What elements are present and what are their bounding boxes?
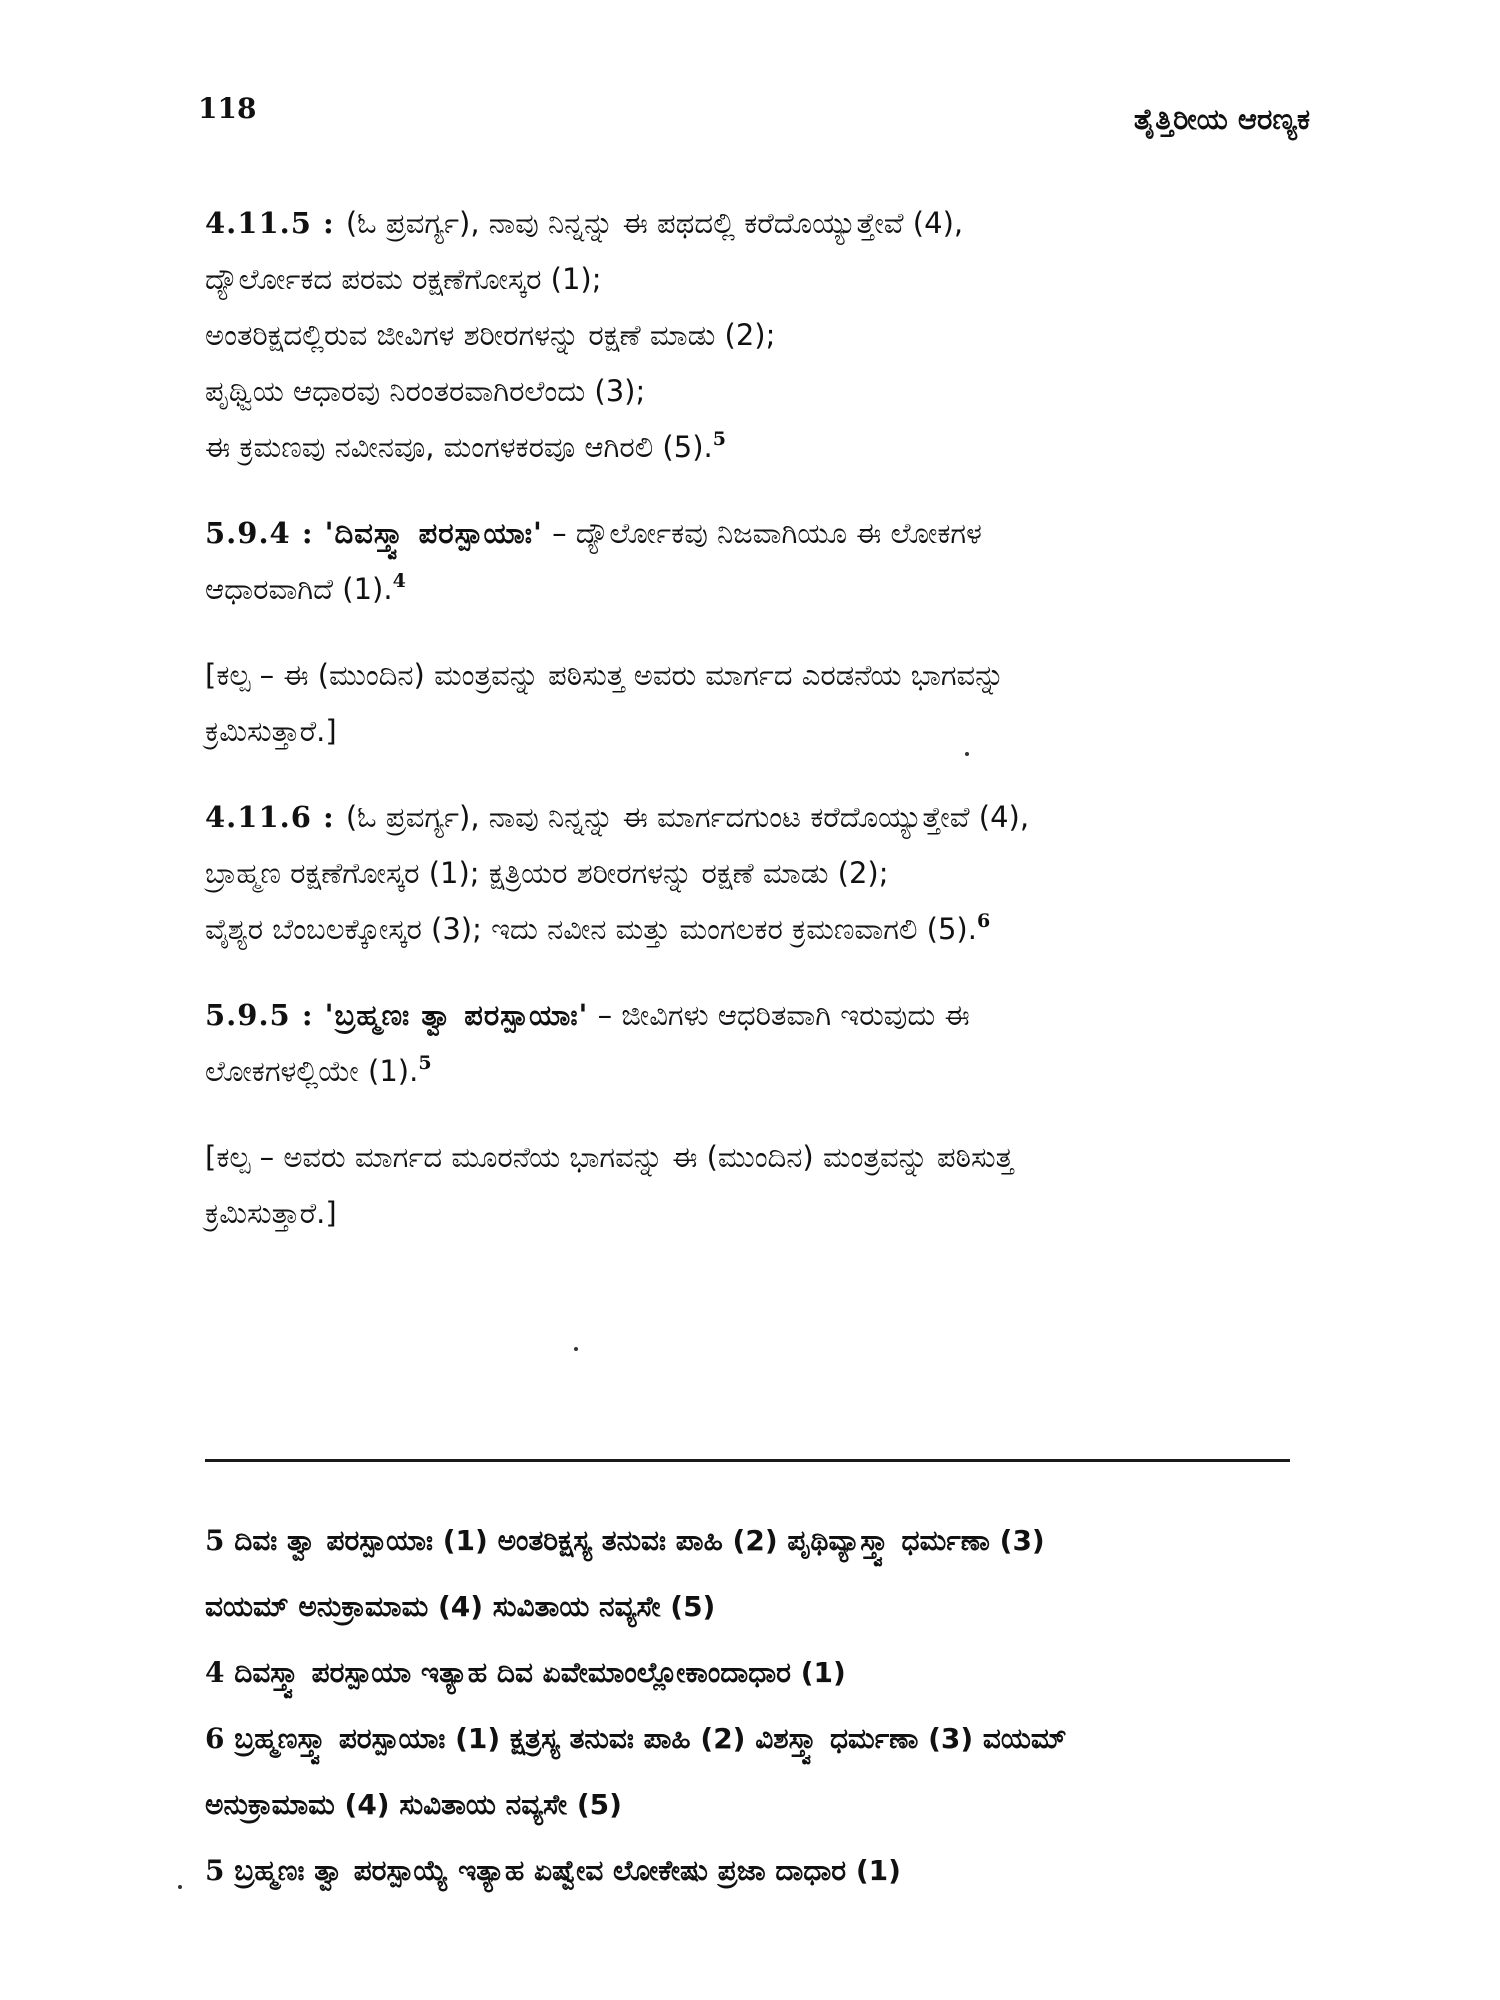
footnote-line: ಅನುಕ್ರಾಮಾಮ (4) ಸುವಿತಾಯ ನವ್ಯಸೇ (5): [205, 1788, 622, 1821]
footnote-text: ಬ್ರಹ್ಮಣಃ ತ್ವಾ ಪರಸ್ಪಾಯ್ಯೆ ಇತ್ಯಾಹ ಏಷ್ವೇವ ಲೋಕೇಷು ಪ್ರಜಾ ದಾಧಾರ (1): [234, 1854, 901, 1887]
line-text: (ಓ ಪ್ರವರ್ಗ್ಯ), ನಾವು ನಿನ್ನನ್ನು ಈ ಮಾರ್ಗದಗುಂಟ ಕರೆದೊಯ್ಯುತ್ತೇವೆ (4),: [345, 800, 1030, 834]
verse-label: 4.11.6 :: [205, 800, 346, 834]
footnote-line: [205, 1508, 1295, 1574]
footnote-number: 5: [205, 1524, 225, 1557]
footnote-line: [205, 1838, 1295, 1904]
footnote-ref: 5: [418, 1052, 432, 1074]
text-line: [205, 195, 1285, 251]
line-text: – ದ್ಯೌರ್ಲೋಕವು ನಿಜವಾಗಿಯೂ ಈ ಲೋಕಗಳ: [542, 516, 982, 550]
line-text: ವೈಶ್ಯರ ಬೆಂಬಲಕ್ಕೋಸ್ಕರ (3); ಇದು ನವೀನ ಮತ್ತು ಮಂಗಲಕರ ಕ್ರಮಣವಾಗಲಿ (5).: [205, 912, 977, 946]
text-line: [205, 505, 1285, 561]
footnote-line: ವಯಮ್ ಅನುಕ್ರಾಮಾಮ (4) ಸುವಿತಾಯ ನವ್ಯಸೇ (5): [205, 1590, 716, 1623]
text-line: [ಕಲ್ಪ – ಅವರು ಮಾರ್ಗದ ಮೂರನೆಯ ಭಾಗವನ್ನು ಈ (ಮುಂದಿನ) ಮಂತ್ರವನ್ನು ಪಠಿಸುತ್ತ: [205, 1140, 1014, 1174]
footnote-number: 6: [205, 1722, 225, 1755]
running-head: ತೈತ್ತಿರೀಯ ಆರಣ್ಯಕ: [1133, 102, 1310, 136]
line-text: ಈ ಕ್ರಮಣವು ನವೀನವೂ, ಮಂಗಳಕರವೂ ಆಗಿರಲಿ (5).: [205, 430, 713, 464]
line-text: – ಜೀವಿಗಳು ಆಧರಿತವಾಗಿ ಇರುವುದು ಈ: [588, 998, 970, 1032]
scan-speck: [574, 1347, 578, 1351]
text-line: ಕ್ರಮಿಸುತ್ತಾರೆ.]: [205, 714, 337, 748]
text-line: ಪೃಥ್ವಿಯ ಆಧಾರವು ನಿರಂತರವಾಗಿರಲೆಂದು (3);: [205, 374, 646, 408]
verse-label: 5.9.4 : 'ದಿವಸ್ತ್ವಾ ಪರಸ್ಪಾಯಾಃ': [205, 516, 543, 550]
verse-block-5-9-4: [205, 505, 1285, 617]
footnote-ref: 4: [392, 570, 406, 592]
text-line: [205, 901, 1285, 957]
text-line: ಕ್ರಮಿಸುತ್ತಾರೆ.]: [205, 1196, 337, 1230]
main-text: [205, 195, 1285, 1271]
footnote-number: 4: [205, 1656, 225, 1689]
footnote-line: [205, 1640, 1295, 1706]
kalpa-note: [205, 1129, 1285, 1241]
footnote-text: ದಿವಸ್ತ್ವಾ ಪರಸ್ಪಾಯಾ ಇತ್ಯಾಹ ದಿವ ಏವೇಮಾಂಲ್ಲೋಕಾಂದಾಧಾರ (1): [234, 1656, 846, 1689]
line-text: ಆಧಾರವಾಗಿದೆ (1).: [205, 572, 393, 606]
footnote-ref: 5: [712, 428, 726, 450]
text-line: ದ್ಯೌರ್ಲೋಕದ ಪರಮ ರಕ್ಷಣೆಗೋಸ್ಕರ (1);: [205, 262, 602, 296]
footnote-line: [205, 1706, 1295, 1772]
text-line: [205, 1043, 1285, 1099]
text-line: [ಕಲ್ಪ – ಈ (ಮುಂದಿನ) ಮಂತ್ರವನ್ನು ಪಠಿಸುತ್ತ ಅವರು ಮಾರ್ಗದ ಎರಡನೆಯ ಭಾಗವನ್ನು: [205, 658, 1005, 692]
verse-label: 5.9.5 : 'ಬ್ರಹ್ಮಣಃ ತ್ವಾ ಪರಸ್ಪಾಯಾಃ': [205, 998, 589, 1032]
text-line: ಅಂತರಿಕ್ಷದಲ್ಲಿರುವ ಜೀವಿಗಳ ಶರೀರಗಳನ್ನು ರಕ್ಷಣೆ ಮಾಡು (2);: [205, 318, 776, 352]
footnote-ref: 6: [976, 910, 991, 932]
footnotes: [205, 1508, 1295, 1904]
text-line: [205, 987, 1285, 1043]
footnote-number: 5: [205, 1854, 225, 1887]
footnote-divider: [205, 1459, 1290, 1462]
scan-speck: [178, 1885, 182, 1889]
text-line: [205, 789, 1285, 845]
page-number: 118: [198, 92, 257, 125]
verse-block-4-11-5: [205, 195, 1285, 475]
verse-block-5-9-5: [205, 987, 1285, 1099]
scan-speck: [965, 752, 969, 756]
line-text: (ಓ ಪ್ರವರ್ಗ್ಯ), ನಾವು ನಿನ್ನನ್ನು ಈ ಪಥದಲ್ಲಿ ಕರೆದೊಯ್ಯುತ್ತೇವೆ (4),: [345, 206, 964, 240]
verse-block-4-11-6: [205, 789, 1285, 957]
text-line: ಬ್ರಾಹ್ಮಣ ರಕ್ಷಣೆಗೋಸ್ಕರ (1); ಕ್ಷತ್ರಿಯರ ಶರೀರಗಳನ್ನು ರಕ್ಷಣೆ ಮಾಡು (2);: [205, 856, 889, 890]
text-line: [205, 561, 1285, 617]
line-text: ಲೋಕಗಳಲ್ಲಿಯೇ (1).: [205, 1054, 419, 1088]
text-line: [205, 419, 1285, 475]
footnote-text: ಬ್ರಹ್ಮಣಸ್ತ್ವಾ ಪರಸ್ಪಾಯಾಃ (1) ಕ್ಷತ್ರಸ್ಯ ತನುವಃ ಪಾಹಿ (2) ವಿಶಸ್ತ್ವಾ ಧರ್ಮಣಾ (3) ವಯಮ್: [234, 1722, 1067, 1755]
verse-label: 4.11.5 :: [205, 206, 346, 240]
kalpa-note: [205, 647, 1285, 759]
footnote-text: ದಿವಃ ತ್ವಾ ಪರಸ್ಪಾಯಾಃ (1) ಅಂತರಿಕ್ಷಸ್ಯ ತನುವಃ ಪಾಹಿ (2) ಪೃಥಿವ್ಯಾಸ್ತ್ವಾ ಧರ್ಮಣಾ (3): [234, 1524, 1045, 1557]
